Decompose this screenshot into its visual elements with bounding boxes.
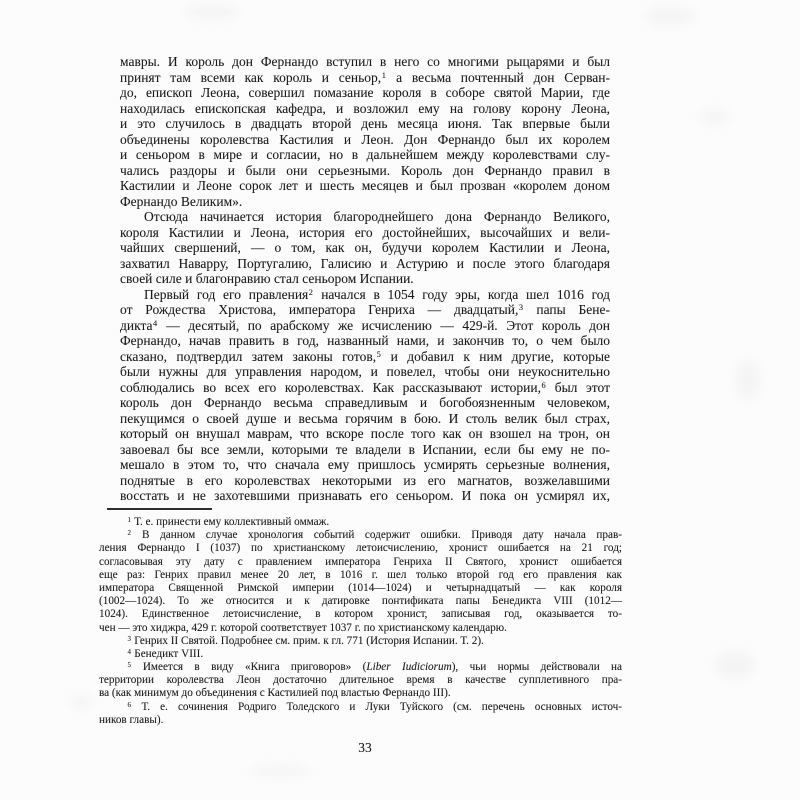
body-text-line bbox=[120, 457, 610, 473]
footnote-marker: 6 bbox=[541, 380, 546, 390]
text-run: находилась епископская кафедра, и возложил ему на голову корону Леона, bbox=[120, 100, 610, 116]
body-text-line bbox=[120, 70, 610, 86]
body-text-line bbox=[120, 178, 610, 194]
text-run: соблюдались во всех его королевствах. Как рассказывают истории, bbox=[120, 379, 541, 395]
text-run: императора Священной Римской империи (1014—1024) и четырнадцатый — как короля bbox=[99, 581, 622, 594]
text-run: от Рождества Христова, императора Генриха — двадцатый, bbox=[120, 302, 519, 317]
text-run: сказано, подтвердил затем законы готов, bbox=[120, 348, 377, 364]
body-text-line bbox=[120, 473, 610, 489]
scan-artifact bbox=[735, 360, 761, 400]
body-text-line bbox=[120, 85, 610, 101]
italic-text-run: Liber Iudiciorum bbox=[366, 661, 452, 674]
page-number: 33 bbox=[358, 740, 372, 755]
text-run: (1002—1024). То же относится и к датировке понтификата папы Бенедикта VIII (1012— bbox=[99, 595, 622, 608]
body-text-line bbox=[120, 116, 610, 132]
text-run: Кастилии и Леоне сорок лет и шесть месяцев и был прозван «королем доном bbox=[120, 178, 610, 193]
text-run: король дон Фернандо весьма справедливым и богобоязненным человеком, bbox=[120, 395, 610, 410]
text-run: был этот bbox=[546, 379, 610, 395]
footnote-marker: 2 bbox=[308, 287, 313, 297]
body-text-line bbox=[120, 318, 610, 334]
body-text-line bbox=[120, 101, 610, 117]
body-text-line bbox=[120, 442, 610, 458]
footnote-line bbox=[99, 529, 622, 542]
text-run: чайших свершений, — о том, как он, будучи королем Кастилии и Леона, bbox=[120, 240, 610, 255]
text-run: Бенедикт VIII. bbox=[131, 647, 204, 660]
body-text-line bbox=[120, 225, 610, 241]
footnote-line bbox=[99, 714, 622, 727]
body-text-line bbox=[120, 364, 610, 380]
body-text-line bbox=[120, 240, 610, 256]
text-run: завоевал бы все земли, которыми те владели в Испании, если бы ему не по- bbox=[120, 441, 610, 457]
text-run: короля Кастилии и Леона, история его достойнейших, высочайших и вели- bbox=[120, 224, 610, 240]
footnote-line bbox=[99, 569, 622, 582]
footnote-separator bbox=[107, 508, 212, 510]
body-text-line bbox=[120, 411, 610, 427]
footnote-line bbox=[99, 648, 622, 661]
body-text-line bbox=[120, 349, 610, 365]
footnote-line bbox=[99, 556, 622, 569]
footnote-marker: 3 bbox=[127, 634, 131, 643]
body-text-line bbox=[120, 132, 610, 148]
text-run: ников главы). bbox=[99, 713, 164, 726]
footnote-line bbox=[99, 635, 622, 648]
text-run: Фернандо, начав править в год, названный нами, и закончив то, о чем было bbox=[120, 333, 610, 348]
text-run: восстать и не захотевшими признавать его сеньором. И пока он усмирял их, bbox=[120, 488, 610, 503]
footnote-marker: 5 bbox=[127, 660, 131, 669]
text-run: Фернандо Великим». bbox=[120, 193, 243, 209]
text-run: Т. е. сочинения Родриго Толедского и Луки Туйского (см. перечень основных источ- bbox=[131, 700, 622, 713]
body-text-line bbox=[120, 426, 610, 442]
text-run: ления Фернандо I (1037) по христианскому летоисчислению, хронист ошибается на 21 год; bbox=[99, 542, 622, 555]
footnote-line bbox=[99, 674, 622, 687]
footnote-marker: 2 bbox=[127, 529, 131, 538]
body-text-line bbox=[120, 333, 610, 349]
scan-artifact bbox=[715, 650, 755, 680]
footnote-line bbox=[99, 542, 622, 555]
text-run: и сеньором в мире и согласии, но в дальнейшем между королевствами слу- bbox=[120, 147, 610, 162]
body-text-line bbox=[120, 256, 610, 272]
body-text-line bbox=[120, 380, 610, 396]
body-text-line bbox=[120, 147, 610, 163]
body-text-line bbox=[120, 163, 610, 179]
scan-artifact bbox=[250, 765, 310, 777]
text-run: своей силе и благонравию стал сеньором Испании. bbox=[120, 271, 414, 286]
footnotes-block bbox=[99, 516, 622, 727]
scan-artifact bbox=[70, 695, 92, 709]
text-run: ва (как минимум до объединения с Кастилией под властью Фернандо III). bbox=[99, 687, 451, 700]
text-run: В данном случае хронология событий содержит ошибки. Приводя дату начала прав- bbox=[131, 529, 622, 542]
text-run: а весьма почтенный дон Серван- bbox=[386, 69, 611, 85]
scan-artifact bbox=[700, 110, 730, 124]
text-run: Первый год его правления bbox=[144, 286, 309, 302]
text-run: захватил Наварру, Португалию, Галисию и Астурию и после этого благодаря bbox=[120, 255, 610, 271]
scan-artifact bbox=[185, 4, 240, 20]
footnote-marker: 6 bbox=[127, 700, 131, 709]
text-run: Т. е. принести ему коллективный оммаж. bbox=[131, 516, 330, 528]
body-text-line bbox=[120, 395, 610, 411]
text-run: Отсюда начинается история благороднейшего дона Фернандо Великого, bbox=[144, 209, 610, 224]
text-run: 1024). Единственное летоисчисление, в котором хронист, записывая год, оказывается то- bbox=[99, 608, 622, 621]
text-run: и добавил к ним другие, которые bbox=[381, 348, 611, 364]
body-text-line bbox=[120, 194, 610, 210]
text-run: Имеется в виду «Книга приговоров» ( bbox=[131, 661, 367, 674]
text-run: дикта bbox=[120, 317, 153, 333]
text-run: начался в 1054 году эры, когда шел 1016 год bbox=[313, 286, 610, 302]
text-run: — десятый, по арабскому же исчислению — 429-й. Этот король дон bbox=[157, 317, 610, 333]
text-run: поднятые в его королевствах некоторыми из его магнатов, возжелавшими bbox=[120, 472, 610, 488]
footnote-line bbox=[99, 582, 622, 595]
footnote-line bbox=[99, 622, 622, 635]
text-run: объединены королевства Кастилия и Леон. Дон Фернандо был их королем bbox=[120, 131, 610, 147]
footnote-line bbox=[99, 516, 622, 529]
scan-artifact bbox=[645, 6, 695, 26]
text-run: ), чьи нормы действовали на bbox=[451, 661, 622, 674]
footnote-line bbox=[99, 595, 622, 608]
body-text-line bbox=[120, 209, 610, 225]
text-run: Генрих II Святой. Подробнее см. прим. к гл. 771 (История Испании. Т. 2). bbox=[131, 634, 484, 647]
footnote-line bbox=[99, 687, 622, 700]
text-run: были нужны для управления народом, и повелел, чтобы они неукоснительно bbox=[120, 364, 610, 379]
text-run: мавры. И король дон Фернандо вступил в него со многими рыцарями и был bbox=[120, 54, 610, 69]
text-run: до, епископ Леона, совершил помазание короля в соборе святой Марии, где bbox=[120, 85, 610, 100]
text-run: папы Бене- bbox=[523, 302, 610, 317]
body-text-line bbox=[120, 54, 610, 70]
footnote-line bbox=[99, 608, 622, 621]
footnote-marker: 5 bbox=[376, 349, 381, 359]
footnote-marker: 1 bbox=[127, 515, 131, 524]
text-run: который он внушал маврам, что вскоре после того как он взошел на трон, он bbox=[120, 426, 610, 441]
footnote-marker: 1 bbox=[381, 70, 386, 80]
footnote-line bbox=[99, 661, 622, 674]
body-text-line bbox=[120, 271, 610, 287]
main-text-block bbox=[120, 54, 610, 504]
footnote-marker: 4 bbox=[153, 318, 158, 328]
footnote-marker: 3 bbox=[518, 303, 524, 313]
text-run: и это случилось в двадцать второй день месяца июня. Так впервые были bbox=[120, 116, 610, 131]
text-run: чались раздоры и были они серьезными. Король дон Фернандо правил в bbox=[120, 162, 610, 178]
body-text-line bbox=[120, 287, 610, 303]
body-text-line bbox=[120, 488, 610, 504]
text-run: согласовывая эту дату с правлением императора Генриха II Святого, хронист ошибается bbox=[99, 555, 622, 568]
text-run: пекущимся о своей душе и весьма горячим в бою. И столь велик был страх, bbox=[120, 410, 610, 426]
text-run: территории королевства Леон достаточно длительное время в качестве супплетивного пра- bbox=[99, 674, 622, 687]
footnote-marker: 4 bbox=[127, 647, 131, 656]
text-run: принят там всеми как король и сеньор, bbox=[120, 69, 382, 85]
text-run: мешало в этом то, что сначала ему пришлось усмирять серьезные волнения, bbox=[120, 457, 610, 472]
body-text-line bbox=[120, 302, 610, 318]
text-run: чен — это хиджра, 429 г. которой соответствует 1037 г. по христианскому календарю. bbox=[99, 621, 507, 634]
text-run: еще раз: Генрих правил менее 20 лет, в 1016 г. шел только второй год его правления как bbox=[99, 568, 622, 581]
footnote-line bbox=[99, 701, 622, 714]
